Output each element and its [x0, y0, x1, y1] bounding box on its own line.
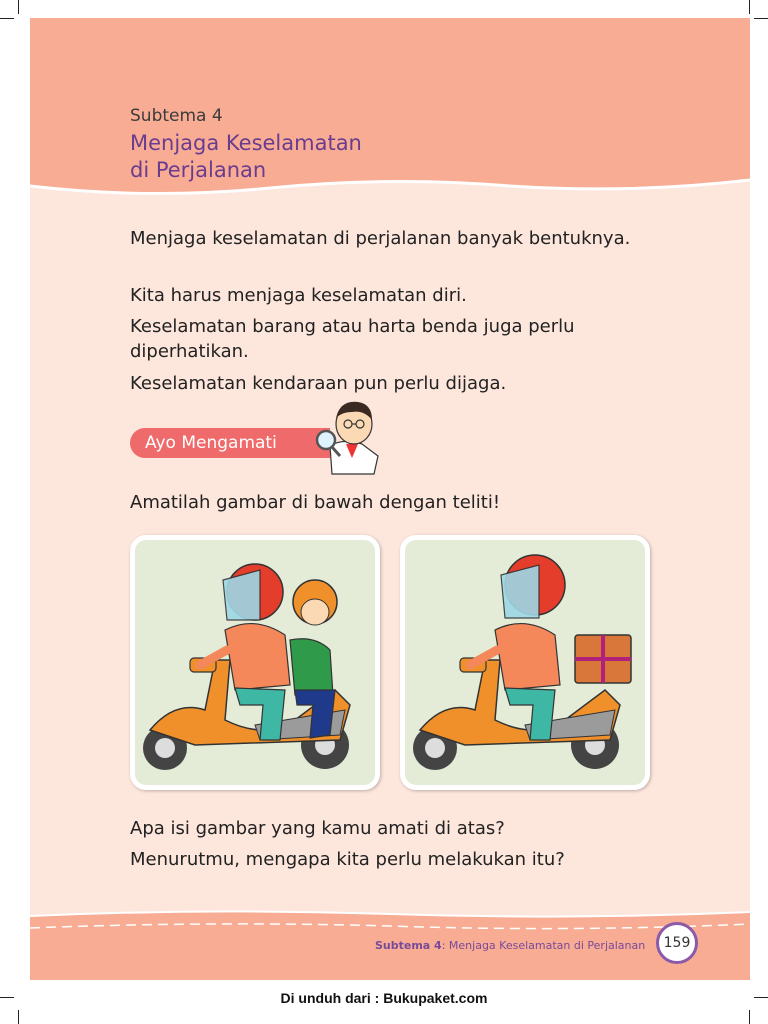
intro-paragraph-1: Menjaga keselamatan di perjalanan banyak bentuknya.: [130, 228, 631, 249]
intro-paragraph-2: Kita harus menjaga keselamatan diri.: [130, 285, 467, 306]
activity-badge: Ayo Mengamati: [130, 428, 330, 458]
intro-paragraph-4: Keselamatan kendaraan pun perlu dijaga.: [130, 373, 507, 394]
footer-subtema: [375, 939, 645, 952]
page-title: [130, 130, 362, 184]
question-1: Apa isi gambar yang kamu amati di atas?: [130, 818, 505, 839]
footer-subtema-label: Subtema 4: [375, 939, 442, 952]
download-source-note: Di unduh dari : Bukupaket.com: [280, 990, 488, 1006]
footer-subtema-title: : Menjaga Keselamatan di Perjalanan: [441, 939, 646, 952]
picture-rider-with-passenger: [130, 535, 380, 790]
crop-mark: [749, 1010, 750, 1024]
crop-mark: [18, 1010, 19, 1024]
page-number: 159: [656, 922, 698, 964]
intro-paragraph-3: Keselamatan barang atau harta benda juga perlu diperhatikan.: [130, 316, 575, 362]
activity-instruction: Amatilah gambar di bawah dengan teliti!: [130, 492, 501, 513]
crop-mark: [754, 18, 768, 19]
subtema-label: Subtema 4: [130, 106, 223, 126]
title-line-1: Menjaga Keselamatan: [130, 131, 362, 155]
picture-rider-with-box: [400, 535, 650, 790]
question-2: Menurutmu, mengapa kita perlu melakukan itu?: [130, 849, 565, 870]
book-page: [30, 18, 750, 980]
title-line-2: di Perjalanan: [130, 158, 267, 182]
crop-mark: [749, 0, 750, 14]
crop-mark: [18, 0, 19, 14]
magnifying-glass-kid-illustration: [312, 396, 382, 476]
crop-mark: [0, 18, 14, 19]
